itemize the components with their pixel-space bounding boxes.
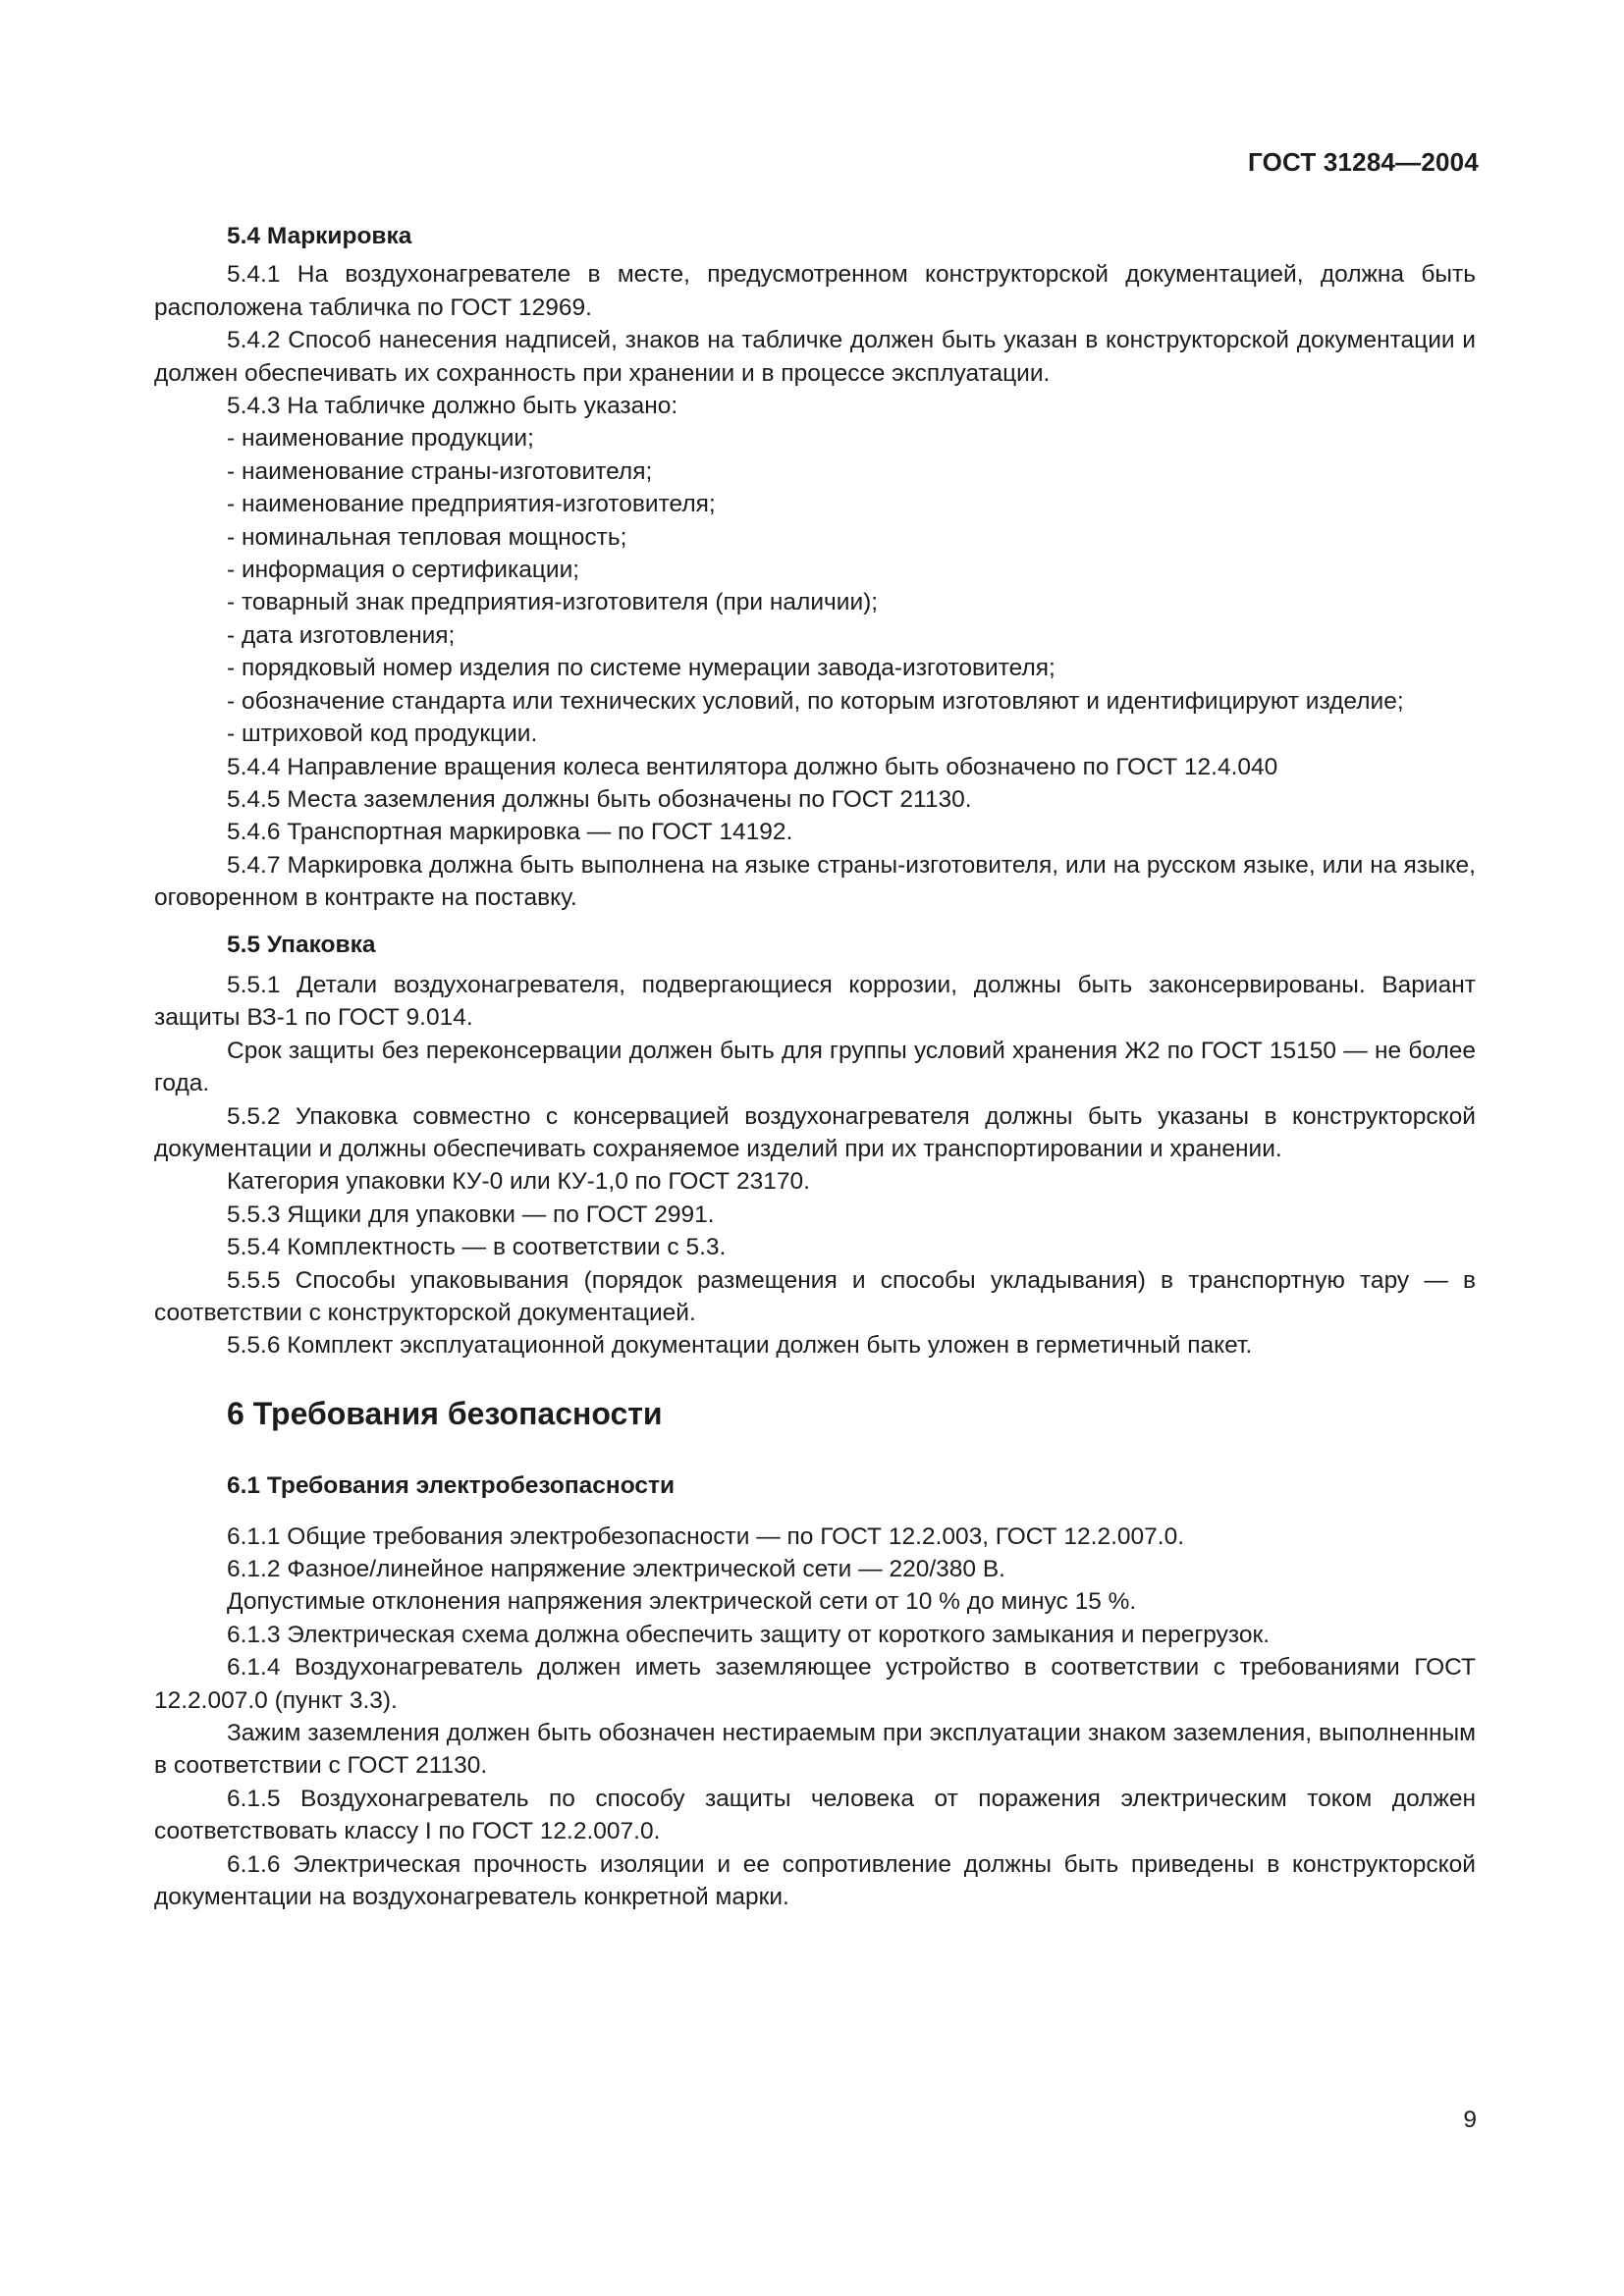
paragraph-5-4-5: 5.4.5 Места заземления должны быть обозначены по ГОСТ 21130. — [227, 785, 972, 813]
paragraph-6-1-4-continued: Зажим заземления должен быть обозначен нестираемым при эксплуатации знаком заземления, выполненным в соответствии с ГОСТ 21130. — [154, 1720, 1476, 1780]
list-item: - информация о сертификации; — [227, 557, 580, 584]
paragraph-5-4-2: 5.4.2 Способ нанесения надписей, знаков на табличке должен быть указан в конструкторской документации и должен обеспечивать их сохранность при хранении и в процессе эксплуатации. — [154, 327, 1476, 387]
paragraph-6-1-5: 6.1.5 Воздухонагреватель по способу защиты человека от поражения электрическим током должен соответствовать классу I по ГОСТ 12.2.007.0. — [154, 1785, 1476, 1845]
paragraph-5-5-1: 5.5.1 Детали воздухонагревателя, подвергающиеся коррозии, должны быть законсервированы. Вариант защиты ВЗ-1 по ГОСТ 9.014. — [154, 971, 1476, 1032]
paragraph-5-5-3: 5.5.3 Ящики для упаковки — по ГОСТ 2991. — [227, 1201, 715, 1228]
paragraph-5-5-4: 5.5.4 Комплектность — в соответствии с 5.3. — [227, 1234, 727, 1261]
section-5-5-heading: 5.5 Упаковка — [227, 931, 376, 958]
list-item: - товарный знак предприятия-изготовителя (при наличии); — [227, 589, 879, 616]
paragraph-5-5-2: 5.5.2 Упаковка совместно с консервацией воздухонагревателя должны быть указаны в конструкторской документации и должны обеспечивать сохраняемое изделий при их транспортировании и хранении. — [154, 1102, 1476, 1162]
list-item: - номинальная тепловая мощность; — [227, 523, 627, 551]
list-item: - дата изготовления; — [227, 621, 456, 649]
paragraph-5-4-4: 5.4.4 Направление вращения колеса вентилятора должно быть обозначено по ГОСТ 12.4.040 — [227, 753, 1278, 780]
paragraph-5-4-7: 5.4.7 Маркировка должна быть выполнена на языке страны-изготовителя, или на русском языке, или на языке, оговоренном в контракте на поставку. — [154, 851, 1476, 912]
document-code-header: ГОСТ 31284—2004 — [1248, 147, 1479, 177]
list-item: - порядковый номер изделия по системе нумерации завода-изготовителя; — [227, 655, 1056, 682]
paragraph-6-1-2-continued: Допустимые отклонения напряжения электрической сети от 10 % до минус 15 %. — [227, 1588, 1137, 1616]
paragraph-6-1-3: 6.1.3 Электрическая схема должна обеспечить защиту от короткого замыкания и перегрузок. — [227, 1621, 1271, 1648]
paragraph-5-5-1-continued: Срок защиты без переконсервации должен быть для группы условий хранения Ж2 по ГОСТ 15150 — не более года. — [154, 1037, 1476, 1097]
paragraph-5-5-6: 5.5.6 Комплект эксплуатационной документации должен быть уложен в герметичный пакет. — [227, 1332, 1253, 1360]
paragraph-6-1-2: 6.1.2 Фазное/линейное напряжение электрической сети — 220/380 В. — [227, 1556, 1005, 1583]
paragraph-5-5-5: 5.5.5 Способы упаковывания (порядок размещения и способы укладывания) в транспортную тару — в соответствии с конструкторской документацией. — [154, 1266, 1476, 1326]
paragraph-6-1-1: 6.1.1 Общие требования электробезопасности — по ГОСТ 12.2.003, ГОСТ 12.2.007.0. — [227, 1522, 1185, 1550]
list-item: - штриховой код продукции. — [227, 721, 538, 748]
paragraph-6-1-4: 6.1.4 Воздухонагреватель должен иметь заземляющее устройство в соответствии с требованиями ГОСТ 12.2.007.0 (пункт 3.3). — [154, 1654, 1476, 1714]
section-5-4-heading: 5.4 Маркировка — [227, 223, 412, 249]
paragraph-6-1-6: 6.1.6 Электрическая прочность изоляции и ее сопротивление должны быть приведены в конструкторской документации на воздухонагреватель конкретной марки. — [154, 1850, 1476, 1911]
paragraph-5-4-3: 5.4.3 На табличке должно быть указано: — [227, 393, 678, 420]
paragraph-5-4-6: 5.4.6 Транспортная маркировка — по ГОСТ 14192. — [227, 819, 793, 846]
paragraph-5-4-1: 5.4.1 На воздухонагревателе в месте, предусмотренном конструкторской документацией, должна быть расположена табличка по ГОСТ 12969. — [154, 261, 1476, 321]
list-item: - обозначение стандарта или технических условий, по которым изготовляют и идентифицируют изделие; — [227, 687, 1404, 715]
list-item: - наименование страны-изготовителя; — [227, 457, 653, 485]
list-item: - наименование продукции; — [227, 425, 534, 453]
paragraph-5-5-2-continued: Категория упаковки КУ-0 или КУ-1,0 по ГОСТ 23170. — [227, 1168, 810, 1196]
section-6-1-heading: 6.1 Требования электробезопасности — [227, 1472, 676, 1500]
list-item: - наименование предприятия-изготовителя; — [227, 491, 716, 518]
document-body — [154, 220, 1476, 1914]
section-6-heading: 6 Требования безопасности — [227, 1395, 663, 1431]
page-number: 9 — [1463, 2107, 1477, 2133]
